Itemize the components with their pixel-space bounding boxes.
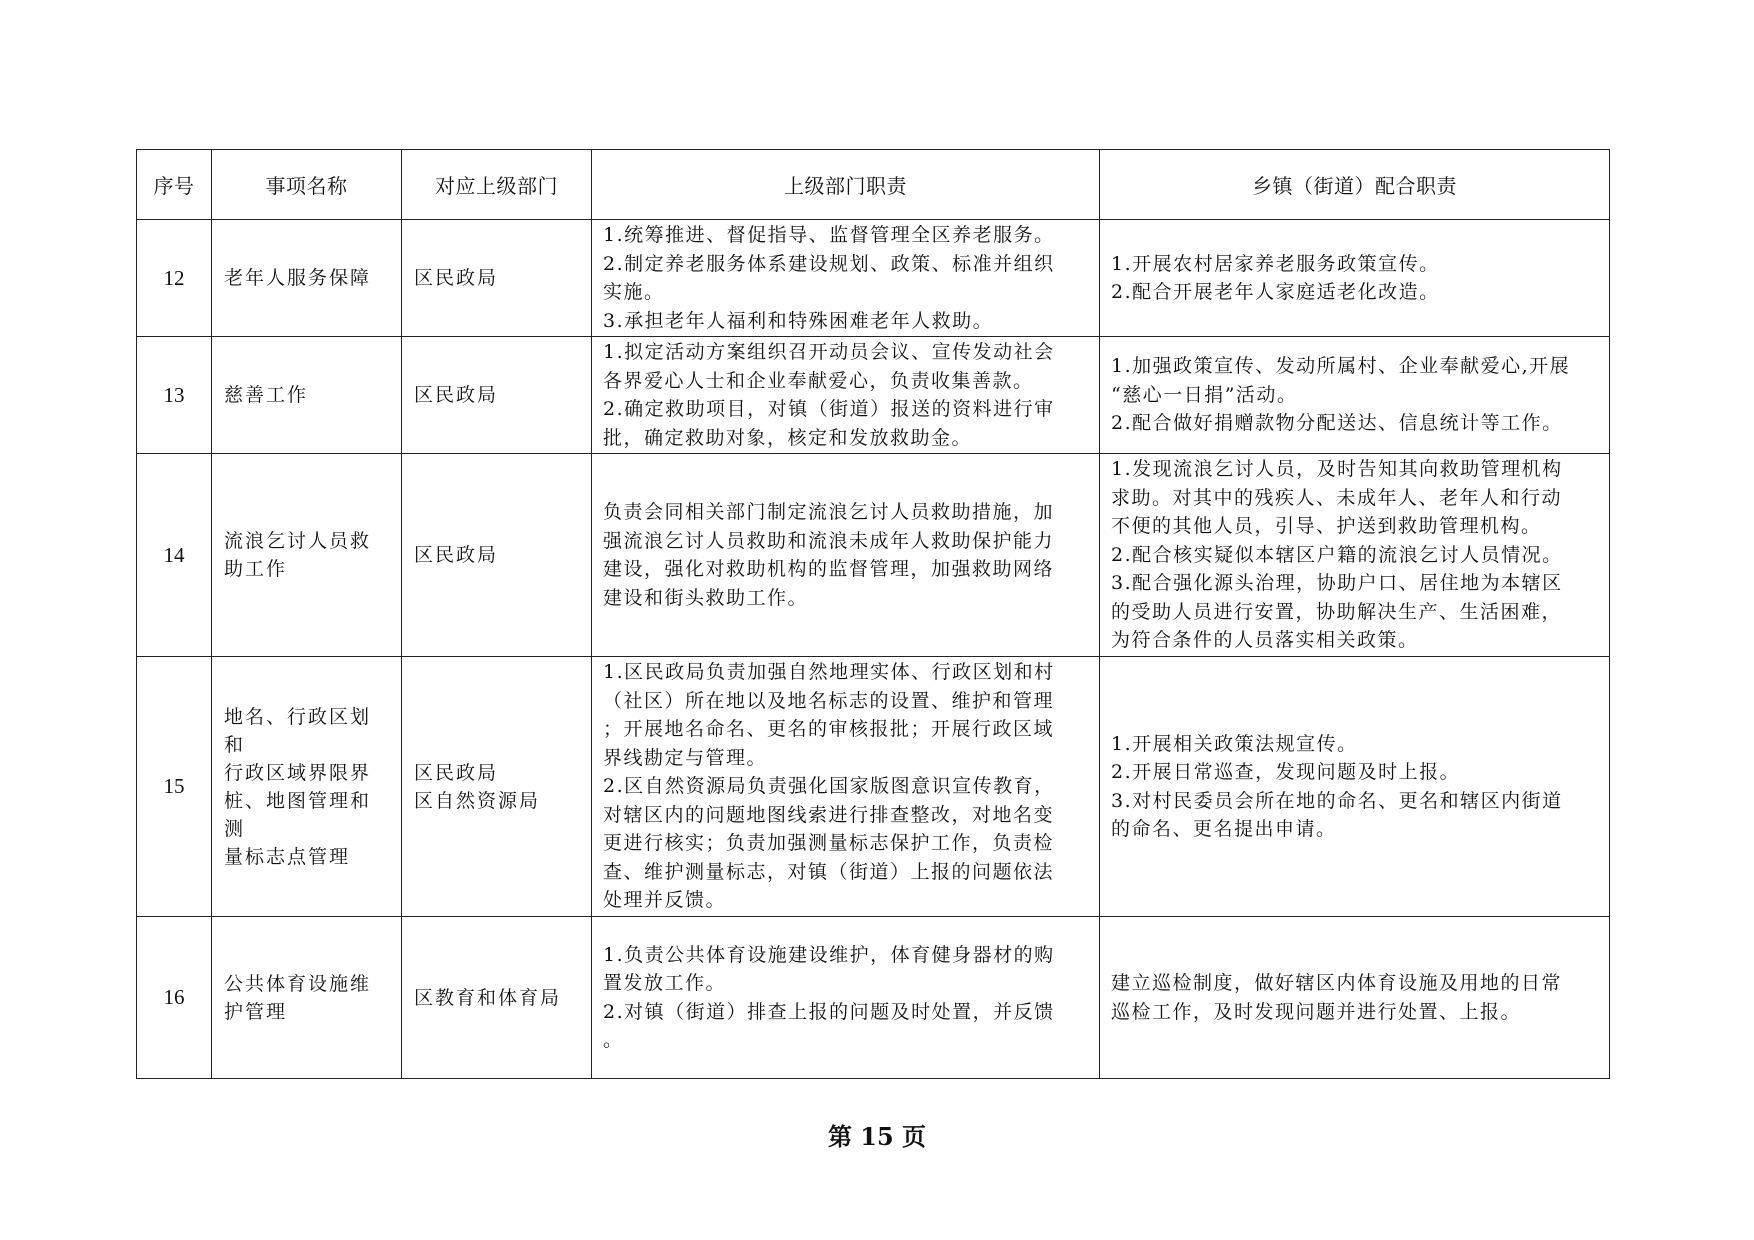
row-upper-duties-cell (592, 454, 1100, 657)
row-upper-duties-cell (592, 220, 1100, 337)
cell-text-line: 区民政局 (414, 384, 499, 406)
cell-text-line: 1.发现流浪乞讨人员，及时告知其向救助管理机构 (1111, 458, 1563, 481)
table-header-row (137, 150, 1610, 220)
cell-text-line: 对辖区内的问题地图线索进行排查整改，对地名变 (603, 803, 1055, 826)
header-item-name: 事项名称 (212, 150, 402, 220)
cell-text-line: 1.拟定活动方案组织召开动员会议、宣传发动社会 (603, 341, 1055, 363)
cell-text-line: 2.制定养老服务体系建设规划、政策、标准并组织 (603, 252, 1055, 275)
row-town-duties-cell (1100, 917, 1610, 1079)
cell-text-line: 置发放工作。 (603, 972, 727, 994)
row-item-name-cell (212, 917, 402, 1079)
row-upper-dept-cell (402, 454, 592, 657)
row-item-name-cell (212, 337, 402, 454)
cell-text-line: 地名、行政区划和 (224, 705, 372, 756)
cell-text-line: （社区）所在地以及地名标志的设置、维护和管理 (603, 689, 1055, 712)
cell-text-line: 实施。 (603, 281, 665, 303)
cell-text-line: 区民政局 (414, 544, 499, 566)
row-seq-cell: 16 (137, 917, 212, 1079)
cell-text-line: 建立巡检制度，做好辖区内体育设施及用地的日常 (1111, 972, 1563, 994)
cell-text-line: 查、维护测量标志，对镇（街道）上报的问题依法 (603, 860, 1055, 883)
cell-text-line: 负责会同相关部门制定流浪乞讨人员救助措施，加 (603, 501, 1055, 523)
cell-text-line: 行政区域界限界 (224, 761, 372, 784)
cell-text-line: 2.开展日常巡查，发现问题及时上报。 (1111, 761, 1461, 783)
responsibility-table (136, 149, 1610, 1079)
cell-text-line: 巡检工作，及时发现问题并进行处置、上报。 (1111, 1000, 1522, 1023)
cell-text-line: 建设，强化对救助机构的监督管理，加强救助网络 (603, 558, 1055, 580)
cell-text-line: 为符合条件的人员落实相关政策。 (1111, 629, 1419, 652)
cell-text-line: 区自然资源局 (414, 789, 541, 812)
row-seq-cell: 13 (137, 337, 212, 454)
cell-text-line: ；开展地名命名、更名的审核报批；开展行政区域 (603, 718, 1055, 741)
cell-text-line: “慈心一日捐”活动。 (1111, 383, 1298, 406)
cell-text-line: 流浪乞讨人员救 (224, 530, 372, 552)
cell-text-line: 不便的其他人员，引导、护送到救助管理机构。 (1111, 515, 1542, 538)
row-upper-dept-cell (402, 337, 592, 454)
row-item-name-cell (212, 220, 402, 337)
table-row (137, 917, 1610, 1079)
header-upper-duties: 上级部门职责 (592, 150, 1100, 220)
cell-text-line: 3.对村民委员会所在地的命名、更名和辖区内街道 (1111, 789, 1563, 812)
cell-text-line: 桩、地图管理和测 (224, 789, 372, 840)
cell-text-line: 助工作 (224, 558, 288, 580)
row-upper-dept-cell (402, 220, 592, 337)
row-item-name-cell (212, 454, 402, 657)
row-seq-cell: 14 (137, 454, 212, 657)
cell-text-line: 2.区自然资源局负责强化国家版图意识宣传教育， (603, 775, 1055, 798)
row-upper-duties-cell (592, 337, 1100, 454)
cell-text-line: 老年人服务保障 (224, 267, 372, 289)
row-seq-cell: 12 (137, 220, 212, 337)
cell-text-line: 区教育和体育局 (414, 986, 562, 1009)
cell-text-line: 1.开展农村居家养老服务政策宣传。 (1111, 252, 1440, 275)
cell-text-line: 2.确定救助项目，对镇（街道）报送的资料进行审 (603, 398, 1055, 420)
row-upper-duties-cell (592, 917, 1100, 1079)
row-town-duties-cell (1100, 220, 1610, 337)
header-town-duties: 乡镇（街道）配合职责 (1100, 150, 1610, 220)
cell-text-line: 1.区民政局负责加强自然地理实体、行政区划和村 (603, 661, 1055, 684)
cell-text-line: 批，确定救助对象，核定和发放救助金。 (603, 426, 973, 449)
cell-text-line: 处理并反馈。 (603, 889, 727, 912)
row-town-duties-cell (1100, 454, 1610, 657)
cell-text-line: 1.统筹推进、督促指导、监督管理全区养老服务。 (603, 224, 1055, 246)
cell-text-line: 2.配合核实疑似本辖区户籍的流浪乞讨人员情况。 (1111, 543, 1563, 566)
cell-text-line: 3.配合强化源头治理，协助户口、居住地为本辖区 (1111, 572, 1563, 595)
cell-text-line: 3.承担老年人福利和特殊困难老年人救助。 (603, 309, 994, 332)
row-town-duties-cell (1100, 337, 1610, 454)
cell-text-line: 1.开展相关政策法规宣传。 (1111, 732, 1358, 755)
cell-text-line: 各界爱心人士和企业奉献爱心，负责收集善款。 (603, 369, 1034, 392)
cell-text-line: 强流浪乞讨人员救助和流浪未成年人救助保护能力 (603, 529, 1055, 552)
cell-text-line: 的命名、更名提出申请。 (1111, 818, 1337, 840)
table-row (137, 454, 1610, 657)
row-upper-dept-cell (402, 657, 592, 917)
row-upper-dept-cell (402, 917, 592, 1079)
cell-text-line: 1.加强政策宣传、发动所属村、企业奉献爱心,开展 (1111, 355, 1571, 378)
cell-text-line: 公共体育设施维 (224, 972, 372, 995)
cell-text-line: 2.对镇（街道）排查上报的问题及时处置，并反馈 (603, 1000, 1055, 1023)
cell-text-line: 求助。对其中的残疾人、未成年人、老年人和行动 (1111, 486, 1563, 509)
cell-text-line: 界线勘定与管理。 (603, 746, 768, 769)
cell-text-line: 护管理 (224, 1000, 288, 1023)
cell-text-line: 1.负责公共体育设施建设维护，体育健身器材的购 (603, 943, 1055, 966)
table-row (137, 657, 1610, 917)
row-upper-duties-cell (592, 657, 1100, 917)
cell-text-line: 的受助人员进行安置，协助解决生产、生活困难， (1111, 600, 1563, 623)
page-number: 第 15 页 (827, 1122, 927, 1151)
cell-text-line: 量标志点管理 (224, 845, 351, 868)
cell-text-line: 慈善工作 (224, 384, 309, 406)
header-seq: 序号 (137, 150, 212, 220)
cell-text-line: 区民政局 (414, 761, 499, 784)
cell-text-line: 更进行核实；负责加强测量标志保护工作，负责检 (603, 832, 1055, 855)
row-item-name-cell (212, 657, 402, 917)
table-row (137, 220, 1610, 337)
cell-text-line: 建设和街头救助工作。 (603, 586, 809, 609)
cell-text-line: 。 (603, 1029, 624, 1051)
row-seq-cell: 15 (137, 657, 212, 917)
row-town-duties-cell (1100, 657, 1610, 917)
header-upper-dept: 对应上级部门 (402, 150, 592, 220)
table-row (137, 337, 1610, 454)
cell-text-line: 2.配合做好捐赠款物分配送达、信息统计等工作。 (1111, 412, 1563, 435)
cell-text-line: 2.配合开展老年人家庭适老化改造。 (1111, 281, 1440, 303)
cell-text-line: 区民政局 (414, 267, 499, 289)
